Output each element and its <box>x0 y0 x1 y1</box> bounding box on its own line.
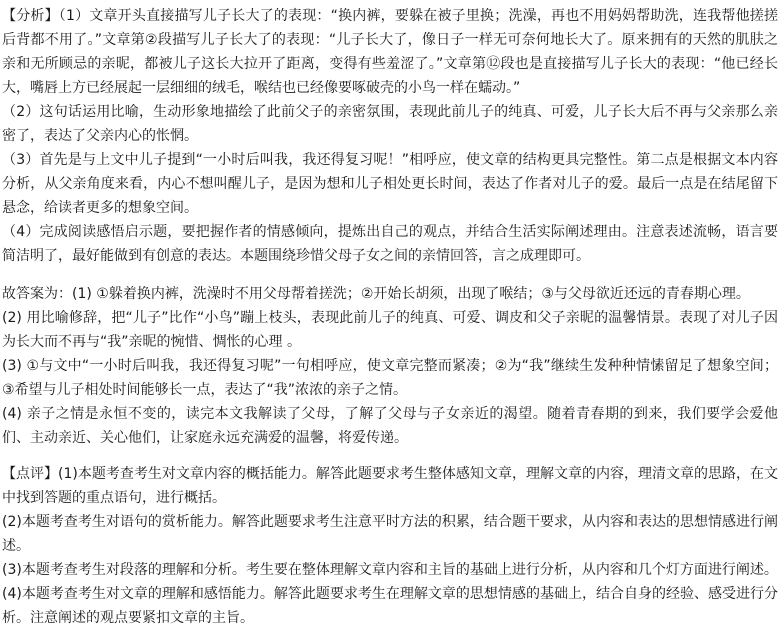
answer-paragraph-1: 故答案为：(1) ①躲着换内裤，洗澡时不用父母帮着搓洗；②开始长胡须，出现了喉结；③与父母欲近还远的青春期心理。 <box>2 286 750 302</box>
comment-paragraph-2: (2)本题考查考生对语句的赏析能力。解答此题要求考生注意平时方法的积累，结合题干要求，从内容和表达的思想情感进行阐述。 <box>2 514 778 554</box>
analysis-paragraph-4: （4）完成阅读感悟启示题，要把握作者的情感倾向，提炼出自己的观点，并结合生活实际阐述理由。注意表述流畅，语言要简洁明了，最好能做到有创意的表达。本题围绕珍惜父母子女之间的亲情回答，言之成理即可。 <box>2 224 778 264</box>
answer-paragraph-2: (2) 用比喻修辞，把“儿子”比作“小鸟”蹦上枝头，表现此前儿子的纯真、可爱、调皮和父子亲昵的温馨情景。表现了对儿子因为长大而不再与“我”亲昵的惋惜、惆怅的心理 。 <box>2 310 778 350</box>
comment-paragraph-1: 【点评】(1)本题考查考生对文章内容的概括能力。解答此题要求考生整体感知文章，理解文章的内容，理清文章的思路，在文中找到答题的重点语句，进行概括。 <box>2 466 778 506</box>
comment-paragraph-4: (4)本题考查考生对文章的理解和感悟能力。解答此题要求考生在理解文章的思想情感的基础上，结合自身的经验、感受进行分析。注意阐述的观点要紧扣文章的主旨。 <box>2 586 778 626</box>
analysis-paragraph-1: 【分析】（1）文章开头直接描写儿子长大了的表现：“换内裤，要躲在被子里换；洗澡，再也不用妈妈帮助洗，连我帮他搓搓后背都不用了。”文章第②段描写儿子长大了的表现：“儿子长大了，像日子一样无可奈何地长大了。原来拥有的天然的肌肤之亲和无所顾忌的亲昵，都被儿子这长大拉开了距离，变得有些羞涩了。”文章第⑫段也是直接描写儿子长大的表现：“他已经长大，嘴唇上方已经展起一层细细的绒毛，喉结也已经像要啄破壳的小鸟一样在蠕动。” <box>2 8 778 96</box>
section-gap <box>2 450 778 462</box>
answer-section <box>2 282 778 450</box>
answer-paragraph-4: (4) 亲子之情是永恒不变的，读完本文我解读了父母，了解了父母与子女亲近的渴望。随着青春期的到来，我们要学会爱他们、主动亲近、关心他们，让家庭永远充满爱的温馨，将爱传递。 <box>2 406 778 446</box>
analysis-paragraph-3: （3）首先是与上文中儿子提到“一小时后叫我，我还得复习呢！”相呼应，使文章的结构更具完整性。第二点是根据文本内容分析，从父亲角度来看，内心不想叫醒儿子，是因为想和儿子相处更长时间，表达了作者对儿子的爱。最后一点是在结尾留下悬念，给读者更多的想象空间。 <box>2 152 778 216</box>
section-gap <box>2 268 778 282</box>
comment-paragraph-3: (3)本题考查考生对段落的理解和分析。考生要在整体理解文章内容和主旨的基础上进行分析，从内容和几个灯方面进行阐述。 <box>2 562 778 578</box>
comment-section <box>2 462 778 630</box>
analysis-section <box>2 4 778 268</box>
analysis-paragraph-2: （2）这句话运用比喻，生动形象地描绘了此前父子的亲密氛围，表现此前儿子的纯真、可爱，儿子长大后不再与父亲那么亲密了，表达了父亲内心的怅惘。 <box>2 104 778 144</box>
answer-paragraph-3: (3) ①与文中“一小时后叫我，我还得复习呢”一句相呼应，使文章完整而紧凑；②为“我”继续生发种种情愫留足了想象空间；③希望与儿子相处时间能够长一点，表达了“我”浓浓的亲子之情。 <box>2 358 778 398</box>
